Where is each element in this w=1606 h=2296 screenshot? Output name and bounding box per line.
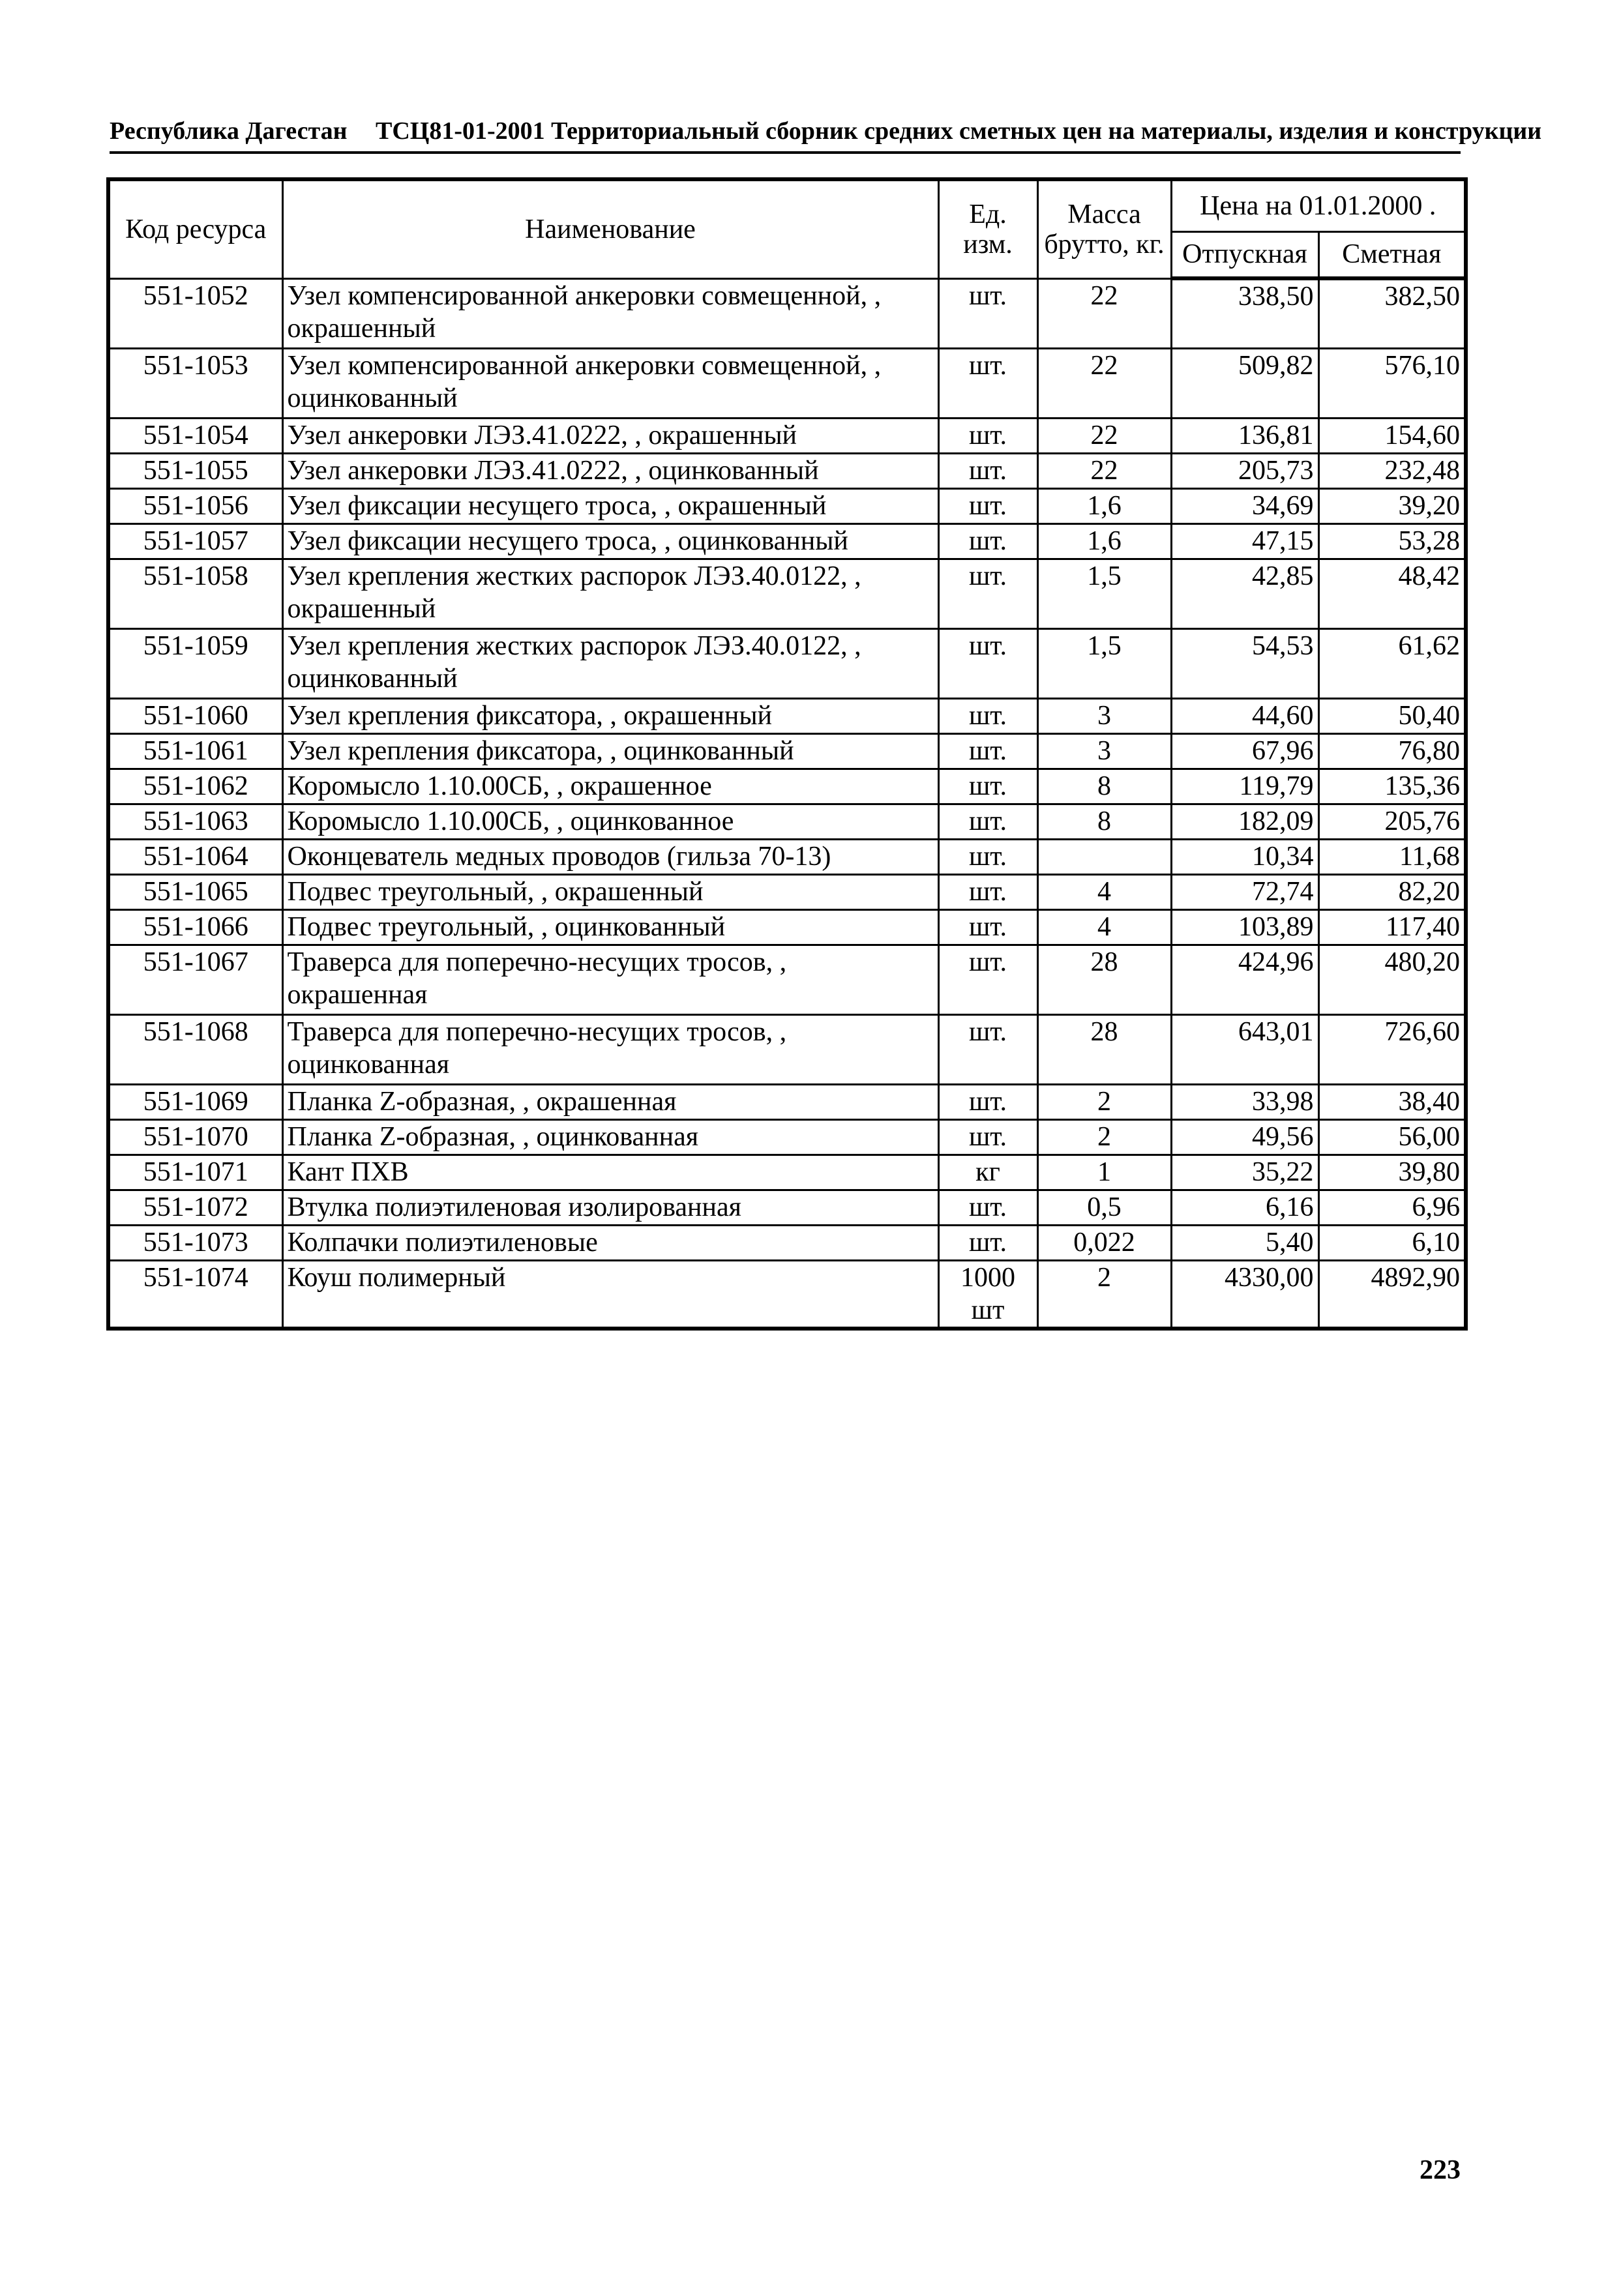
resource-code-cell: 551-1056 — [108, 488, 282, 523]
unit-cell: шт. — [938, 488, 1037, 523]
gross-mass-cell: 0,022 — [1037, 1225, 1171, 1260]
unit-cell: шт. — [938, 945, 1037, 1014]
table-row — [108, 804, 1466, 839]
column-header-price-group: Цена на 01.01.2000 . — [1171, 179, 1466, 231]
gross-mass-cell: 22 — [1037, 348, 1171, 418]
table-row — [108, 733, 1466, 769]
estimate-price-cell: 76,80 — [1318, 733, 1466, 769]
resource-code-cell: 551-1069 — [108, 1084, 282, 1119]
estimate-price-cell: 6,96 — [1318, 1190, 1466, 1225]
estimate-price-cell: 61,62 — [1318, 628, 1466, 698]
column-header-estimate-price: Сметная — [1318, 231, 1466, 278]
estimate-price-cell: 39,80 — [1318, 1155, 1466, 1190]
table-row — [108, 1155, 1466, 1190]
gross-mass-cell: 2 — [1037, 1260, 1171, 1329]
column-header-code: Код ресурса — [108, 179, 282, 278]
resource-code-cell: 551-1067 — [108, 945, 282, 1014]
gross-mass-cell: 3 — [1037, 733, 1171, 769]
resource-code-cell: 551-1054 — [108, 418, 282, 453]
release-price-cell: 35,22 — [1171, 1155, 1318, 1190]
estimate-price-cell: 6,10 — [1318, 1225, 1466, 1260]
gross-mass-cell: 1,6 — [1037, 523, 1171, 559]
gross-mass-cell: 22 — [1037, 278, 1171, 348]
gross-mass-cell: 1 — [1037, 1155, 1171, 1190]
release-price-cell: 67,96 — [1171, 733, 1318, 769]
table-row — [108, 839, 1466, 874]
item-name-cell: Узел крепления фиксатора, , оцинкованный — [282, 733, 938, 769]
unit-cell: шт. — [938, 804, 1037, 839]
item-name-cell: Узел анкеровки ЛЭЗ.41.0222, , оцинкованный — [282, 453, 938, 488]
item-name-cell: Узел крепления жестких распорок ЛЭЗ.40.0122, , окрашенный — [282, 559, 938, 628]
header-region: Республика Дагестан — [110, 117, 348, 145]
release-price-cell: 33,98 — [1171, 1084, 1318, 1119]
unit-cell: шт. — [938, 1014, 1037, 1084]
item-name-cell: Втулка полиэтиленовая изолированная — [282, 1190, 938, 1225]
gross-mass-cell: 1,5 — [1037, 628, 1171, 698]
item-name-cell: Подвес треугольный, , оцинкованный — [282, 909, 938, 945]
resource-code-cell: 551-1059 — [108, 628, 282, 698]
release-price-cell: 205,73 — [1171, 453, 1318, 488]
release-price-cell: 338,50 — [1171, 278, 1318, 348]
release-price-cell: 6,16 — [1171, 1190, 1318, 1225]
resource-code-cell: 551-1061 — [108, 733, 282, 769]
column-header-name: Наименование — [282, 179, 938, 278]
release-price-cell: 54,53 — [1171, 628, 1318, 698]
table-row — [108, 348, 1466, 418]
gross-mass-cell: 2 — [1037, 1084, 1171, 1119]
estimate-price-cell: 50,40 — [1318, 698, 1466, 733]
item-name-cell: Коуш полимерный — [282, 1260, 938, 1329]
estimate-price-cell: 480,20 — [1318, 945, 1466, 1014]
table-body — [108, 278, 1466, 1329]
gross-mass-cell — [1037, 839, 1171, 874]
item-name-cell: Кант ПХВ — [282, 1155, 938, 1190]
release-price-cell: 119,79 — [1171, 769, 1318, 804]
resource-code-cell: 551-1064 — [108, 839, 282, 874]
table-row — [108, 1084, 1466, 1119]
resource-code-cell: 551-1063 — [108, 804, 282, 839]
item-name-cell: Планка Z-образная, , окрашенная — [282, 1084, 938, 1119]
table-row — [108, 909, 1466, 945]
release-price-cell: 34,69 — [1171, 488, 1318, 523]
estimate-price-cell: 135,36 — [1318, 769, 1466, 804]
unit-cell: шт. — [938, 698, 1037, 733]
item-name-cell: Коромысло 1.10.00СБ, , оцинкованное — [282, 804, 938, 839]
gross-mass-cell: 4 — [1037, 909, 1171, 945]
estimate-price-cell: 82,20 — [1318, 874, 1466, 909]
unit-cell: 1000 шт — [938, 1260, 1037, 1329]
table-row — [108, 1119, 1466, 1155]
table-row — [108, 628, 1466, 698]
page-header — [110, 111, 1542, 154]
estimate-price-cell: 726,60 — [1318, 1014, 1466, 1084]
item-name-cell: Планка Z-образная, , оцинкованная — [282, 1119, 938, 1155]
table-row — [108, 488, 1466, 523]
unit-cell: шт. — [938, 1119, 1037, 1155]
unit-cell: шт. — [938, 733, 1037, 769]
resource-code-cell: 551-1053 — [108, 348, 282, 418]
unit-cell: шт. — [938, 839, 1037, 874]
item-name-cell: Траверса для поперечно-несущих тросов, , окрашенная — [282, 945, 938, 1014]
gross-mass-cell: 8 — [1037, 804, 1171, 839]
estimate-price-cell: 48,42 — [1318, 559, 1466, 628]
resource-code-cell: 551-1070 — [108, 1119, 282, 1155]
release-price-cell: 103,89 — [1171, 909, 1318, 945]
resource-code-cell: 551-1060 — [108, 698, 282, 733]
resource-code-cell: 551-1073 — [108, 1225, 282, 1260]
unit-cell: шт. — [938, 1084, 1037, 1119]
unit-cell: шт. — [938, 278, 1037, 348]
table-row — [108, 1260, 1466, 1329]
item-name-cell: Узел компенсированной анкеровки совмещенной, , окрашенный — [282, 278, 938, 348]
estimate-price-cell: 232,48 — [1318, 453, 1466, 488]
gross-mass-cell: 2 — [1037, 1119, 1171, 1155]
resource-code-cell: 551-1062 — [108, 769, 282, 804]
unit-cell: шт. — [938, 418, 1037, 453]
column-header-unit: Ед. изм. — [938, 179, 1037, 278]
release-price-cell: 47,15 — [1171, 523, 1318, 559]
table-row — [108, 559, 1466, 628]
release-price-cell: 509,82 — [1171, 348, 1318, 418]
release-price-cell: 5,40 — [1171, 1225, 1318, 1260]
unit-cell: шт. — [938, 874, 1037, 909]
gross-mass-cell: 8 — [1037, 769, 1171, 804]
resource-code-cell: 551-1057 — [108, 523, 282, 559]
resource-code-cell: 551-1066 — [108, 909, 282, 945]
table-row — [108, 278, 1466, 348]
resource-code-cell: 551-1072 — [108, 1190, 282, 1225]
gross-mass-cell: 1,5 — [1037, 559, 1171, 628]
gross-mass-cell: 4 — [1037, 874, 1171, 909]
release-price-cell: 182,09 — [1171, 804, 1318, 839]
unit-cell: шт. — [938, 559, 1037, 628]
unit-cell: шт. — [938, 769, 1037, 804]
unit-cell: кг — [938, 1155, 1037, 1190]
estimate-price-cell: 53,28 — [1318, 523, 1466, 559]
item-name-cell: Узел компенсированной анкеровки совмещенной, , оцинкованный — [282, 348, 938, 418]
item-name-cell: Узел крепления жестких распорок ЛЭЗ.40.0122, , оцинкованный — [282, 628, 938, 698]
release-price-cell: 42,85 — [1171, 559, 1318, 628]
estimate-price-cell: 382,50 — [1318, 278, 1466, 348]
estimate-price-cell: 205,76 — [1318, 804, 1466, 839]
column-header-release-price: Отпускная — [1171, 231, 1318, 278]
gross-mass-cell: 1,6 — [1037, 488, 1171, 523]
estimate-price-cell: 4892,90 — [1318, 1260, 1466, 1329]
release-price-cell: 424,96 — [1171, 945, 1318, 1014]
table-row — [108, 1190, 1466, 1225]
release-price-cell: 4330,00 — [1171, 1260, 1318, 1329]
unit-cell: шт. — [938, 909, 1037, 945]
item-name-cell: Оконцеватель медных проводов (гильза 70-13) — [282, 839, 938, 874]
table-row — [108, 874, 1466, 909]
estimate-price-cell: 38,40 — [1318, 1084, 1466, 1119]
table-row — [108, 945, 1466, 1014]
unit-cell: шт. — [938, 1225, 1037, 1260]
resource-code-cell: 551-1065 — [108, 874, 282, 909]
item-name-cell: Узел крепления фиксатора, , окрашенный — [282, 698, 938, 733]
page-number: 223 — [1420, 2155, 1461, 2185]
gross-mass-cell: 3 — [1037, 698, 1171, 733]
resource-code-cell: 551-1068 — [108, 1014, 282, 1084]
resource-code-cell: 551-1055 — [108, 453, 282, 488]
table-row — [108, 418, 1466, 453]
resource-code-cell: 551-1058 — [108, 559, 282, 628]
release-price-cell: 10,34 — [1171, 839, 1318, 874]
unit-cell: шт. — [938, 1190, 1037, 1225]
estimate-price-cell: 11,68 — [1318, 839, 1466, 874]
resource-code-cell: 551-1074 — [108, 1260, 282, 1329]
table-row — [108, 523, 1466, 559]
resource-code-cell: 551-1052 — [108, 278, 282, 348]
gross-mass-cell: 0,5 — [1037, 1190, 1171, 1225]
item-name-cell: Траверса для поперечно-несущих тросов, , оцинкованная — [282, 1014, 938, 1084]
table-row — [108, 1014, 1466, 1084]
gross-mass-cell: 22 — [1037, 453, 1171, 488]
gross-mass-cell: 22 — [1037, 418, 1171, 453]
release-price-cell: 49,56 — [1171, 1119, 1318, 1155]
table-row — [108, 453, 1466, 488]
item-name-cell: Коромысло 1.10.00СБ, , окрашенное — [282, 769, 938, 804]
estimate-price-cell: 117,40 — [1318, 909, 1466, 945]
price-table — [106, 177, 1468, 1331]
estimate-price-cell: 576,10 — [1318, 348, 1466, 418]
release-price-cell: 72,74 — [1171, 874, 1318, 909]
unit-cell: шт. — [938, 628, 1037, 698]
unit-cell: шт. — [938, 348, 1037, 418]
gross-mass-cell: 28 — [1037, 1014, 1171, 1084]
header-collection-title: ТСЦ81-01-2001 Территориальный сборник средних сметных цен на материалы, изделия и конструкции — [376, 117, 1542, 145]
release-price-cell: 136,81 — [1171, 418, 1318, 453]
table-row — [108, 1225, 1466, 1260]
unit-cell: шт. — [938, 453, 1037, 488]
item-name-cell: Подвес треугольный, , окрашенный — [282, 874, 938, 909]
column-header-mass: Масса брутто, кг. — [1037, 179, 1171, 278]
estimate-price-cell: 154,60 — [1318, 418, 1466, 453]
item-name-cell: Узел фиксации несущего троса, , оцинкованный — [282, 523, 938, 559]
item-name-cell: Узел фиксации несущего троса, , окрашенный — [282, 488, 938, 523]
release-price-cell: 44,60 — [1171, 698, 1318, 733]
gross-mass-cell: 28 — [1037, 945, 1171, 1014]
table-header — [108, 179, 1466, 278]
release-price-cell: 643,01 — [1171, 1014, 1318, 1084]
estimate-price-cell: 56,00 — [1318, 1119, 1466, 1155]
table-row — [108, 769, 1466, 804]
item-name-cell: Колпачки полиэтиленовые — [282, 1225, 938, 1260]
table-row — [108, 698, 1466, 733]
resource-code-cell: 551-1071 — [108, 1155, 282, 1190]
unit-cell: шт. — [938, 523, 1037, 559]
estimate-price-cell: 39,20 — [1318, 488, 1466, 523]
item-name-cell: Узел анкеровки ЛЭЗ.41.0222, , окрашенный — [282, 418, 938, 453]
